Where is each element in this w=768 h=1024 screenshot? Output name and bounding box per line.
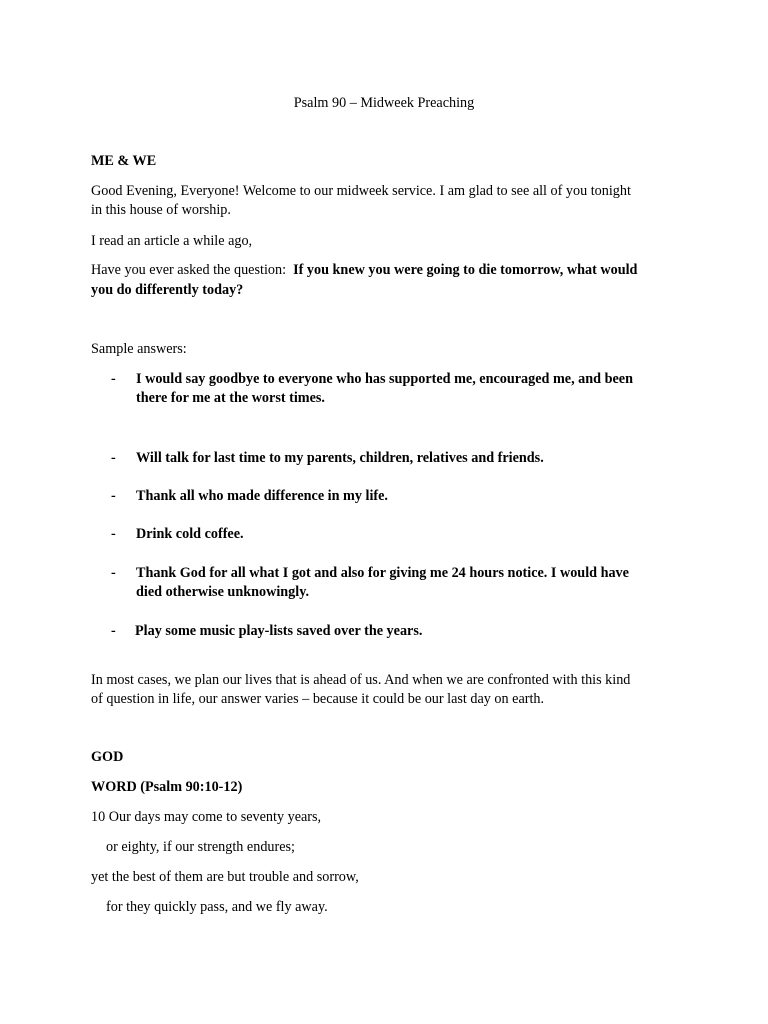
bullet-dash: - xyxy=(111,371,116,387)
welcome-paragraph-line2: in this house of worship. xyxy=(91,202,231,218)
list-item-line1: I would say goodbye to everyone who has supported me, encouraged me, and been xyxy=(136,371,633,387)
question-line2: you do differently today? xyxy=(91,282,244,298)
section-heading-word: WORD (Psalm 90:10-12) xyxy=(91,779,243,795)
list-item-line1: Drink cold coffee. xyxy=(136,526,244,542)
list-item-line2: there for me at the worst times. xyxy=(136,390,325,406)
verse-line: 10 Our days may come to seventy years, xyxy=(91,809,322,825)
list-item-line1: Thank all who made difference in my life. xyxy=(136,488,388,504)
plan-paragraph-line1: In most cases, we plan our lives that is ahead of us. And when we are confronted with this kind xyxy=(91,672,631,688)
list-item-line1: Will talk for last time to my parents, children, relatives and friends. xyxy=(136,450,544,466)
section-heading-god: GOD xyxy=(91,749,124,765)
bullet-dash: - xyxy=(111,488,116,504)
section-heading-me-we: ME & WE xyxy=(91,153,157,169)
question-intro: Have you ever asked the question: xyxy=(91,262,287,278)
document-title: Psalm 90 – Midweek Preaching xyxy=(293,95,475,111)
verse-line: or eighty, if our strength endures; xyxy=(106,839,295,855)
sample-answers-label: Sample answers: xyxy=(91,341,187,357)
verse-line: yet the best of them are but trouble and sorrow, xyxy=(91,869,359,885)
bullet-dash: - xyxy=(111,565,116,581)
plan-paragraph-line2: of question in life, our answer varies – because it could be our last day on earth. xyxy=(91,691,545,707)
question-line1 xyxy=(91,261,691,280)
list-item-line2: died otherwise unknowingly. xyxy=(136,584,310,600)
verse-line: for they quickly pass, and we fly away. xyxy=(106,899,328,915)
list-item-line1: Thank God for all what I got and also for giving me 24 hours notice. I would have xyxy=(136,565,629,581)
bullet-dash: - xyxy=(111,623,116,639)
question-bold-text: If you knew you were going to die tomorrow, what would xyxy=(293,262,638,278)
list-item-line1: Play some music play-lists saved over the years. xyxy=(135,623,423,639)
bullet-dash: - xyxy=(111,450,116,466)
article-paragraph: I read an article a while ago, xyxy=(91,233,253,249)
bullet-dash: - xyxy=(111,526,116,542)
welcome-paragraph-line1: Good Evening, Everyone! Welcome to our midweek service. I am glad to see all of you tonight xyxy=(91,183,631,199)
